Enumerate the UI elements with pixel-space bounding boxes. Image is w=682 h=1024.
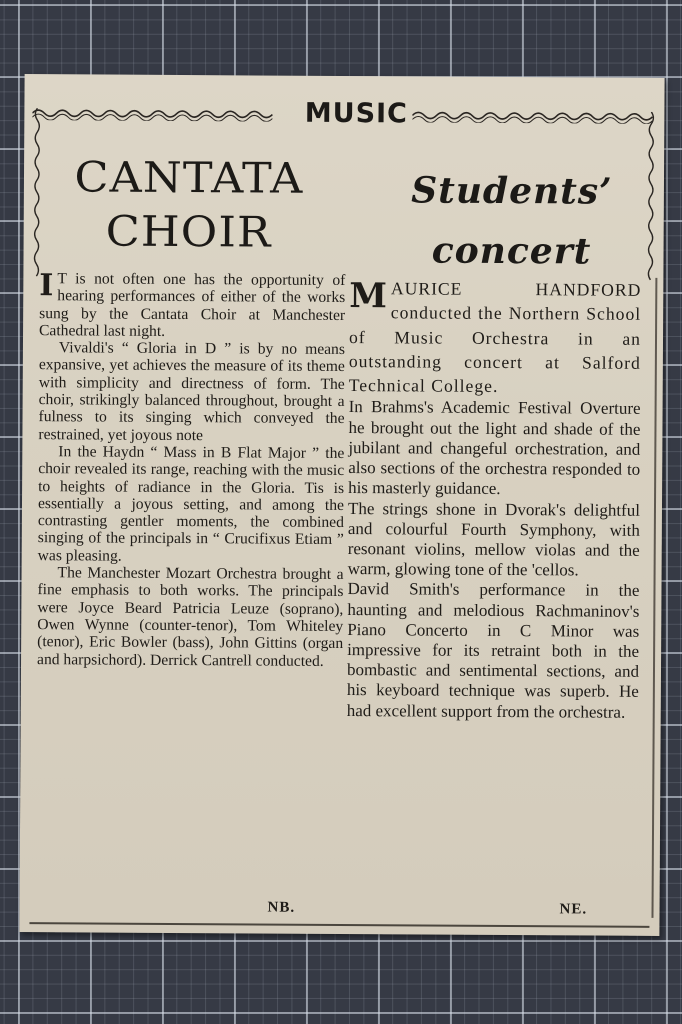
left-headline-line2: CHOIR: [105, 206, 272, 257]
right-article-body: [347, 276, 642, 723]
right-paragraph-1: [349, 276, 642, 399]
section-header: [32, 96, 656, 130]
left-article-body: [37, 270, 345, 670]
left-paragraph-3: In the Haydn “ Mass in B Flat Major ” the choir revealed its range, reaching with the music to heights of radiance in the Gloria. Tis is essentially a joyous setting, and among the contrasting gentler moments, the combined singing of the principals in “ Crucifixus Etiam ” was pleasing.: [37, 443, 345, 565]
left-headline-line1: CANTATA: [74, 152, 304, 203]
wavy-rule-left: [32, 106, 276, 121]
right-headline-line2: concert: [431, 229, 592, 273]
right-signature: NE.: [559, 901, 588, 918]
right-paragraph-2: In Brahms's Academic Festival Overture he brought out the light and shade of the jubilant and changeful orchestration, and also sections of the orchestra responded to his masterly guidance.: [348, 397, 641, 499]
left-dropcap: I: [39, 268, 54, 304]
right-paragraph-1-text: AURICE HANDFORD conducted the Northern School of Music Orchestra in an outstanding concert at Salford Technical College.: [348, 278, 642, 397]
left-headline: [35, 150, 343, 260]
right-headline-line1: Students’: [411, 169, 613, 213]
newspaper-clipping: [19, 74, 664, 936]
right-headline: [371, 160, 652, 282]
right-dropcap: M: [349, 276, 388, 317]
left-paragraph-1-text: T is not often one has the opportunity of hearing performances of either of the works sung by the Cantata Choir at Manchester Cathedral last night.: [39, 270, 346, 340]
section-label: MUSIC: [304, 97, 409, 130]
left-signature: NB.: [267, 899, 296, 916]
left-paragraph-2: Vivaldi's “ Gloria in D ” is by no means expansive, yet achieves the measure of its theme with simplicity and directness of form. The choir, strikingly balanced throughout, brought a fulness to its singing which conveyed the restrained, yet joyous note: [38, 339, 346, 444]
right-paragraph-4: David Smith's performance in the haunting and melodious Rachmaninov's Piano Concerto in C Minor was impressive for its retraint both in the bombastic and sentimental sections, and his keyboard technique was superb. He had excellent support from the orchestra.: [346, 579, 640, 722]
left-paragraph-1: [39, 270, 345, 341]
side-rule: [651, 278, 657, 918]
right-paragraph-3: The strings shone in Dvorak's delightful and colourful Fourth Symphony, with resonant violins, mellow violas and the warm, glowing tone of the 'cellos.: [347, 498, 641, 580]
wavy-rule-right: [412, 108, 656, 123]
bottom-rule: [29, 922, 649, 928]
left-paragraph-4: The Manchester Mozart Orchestra brought a fine emphasis to both works. The principals were Joyce Beard Patricia Leuze (soprano), Owen Wynne (counter-tenor), Tom Whiteley (tenor), Eric Bowler (bass), John Gittins (organ and harpsichord). Derrick Cantrell conducted.: [37, 564, 344, 670]
